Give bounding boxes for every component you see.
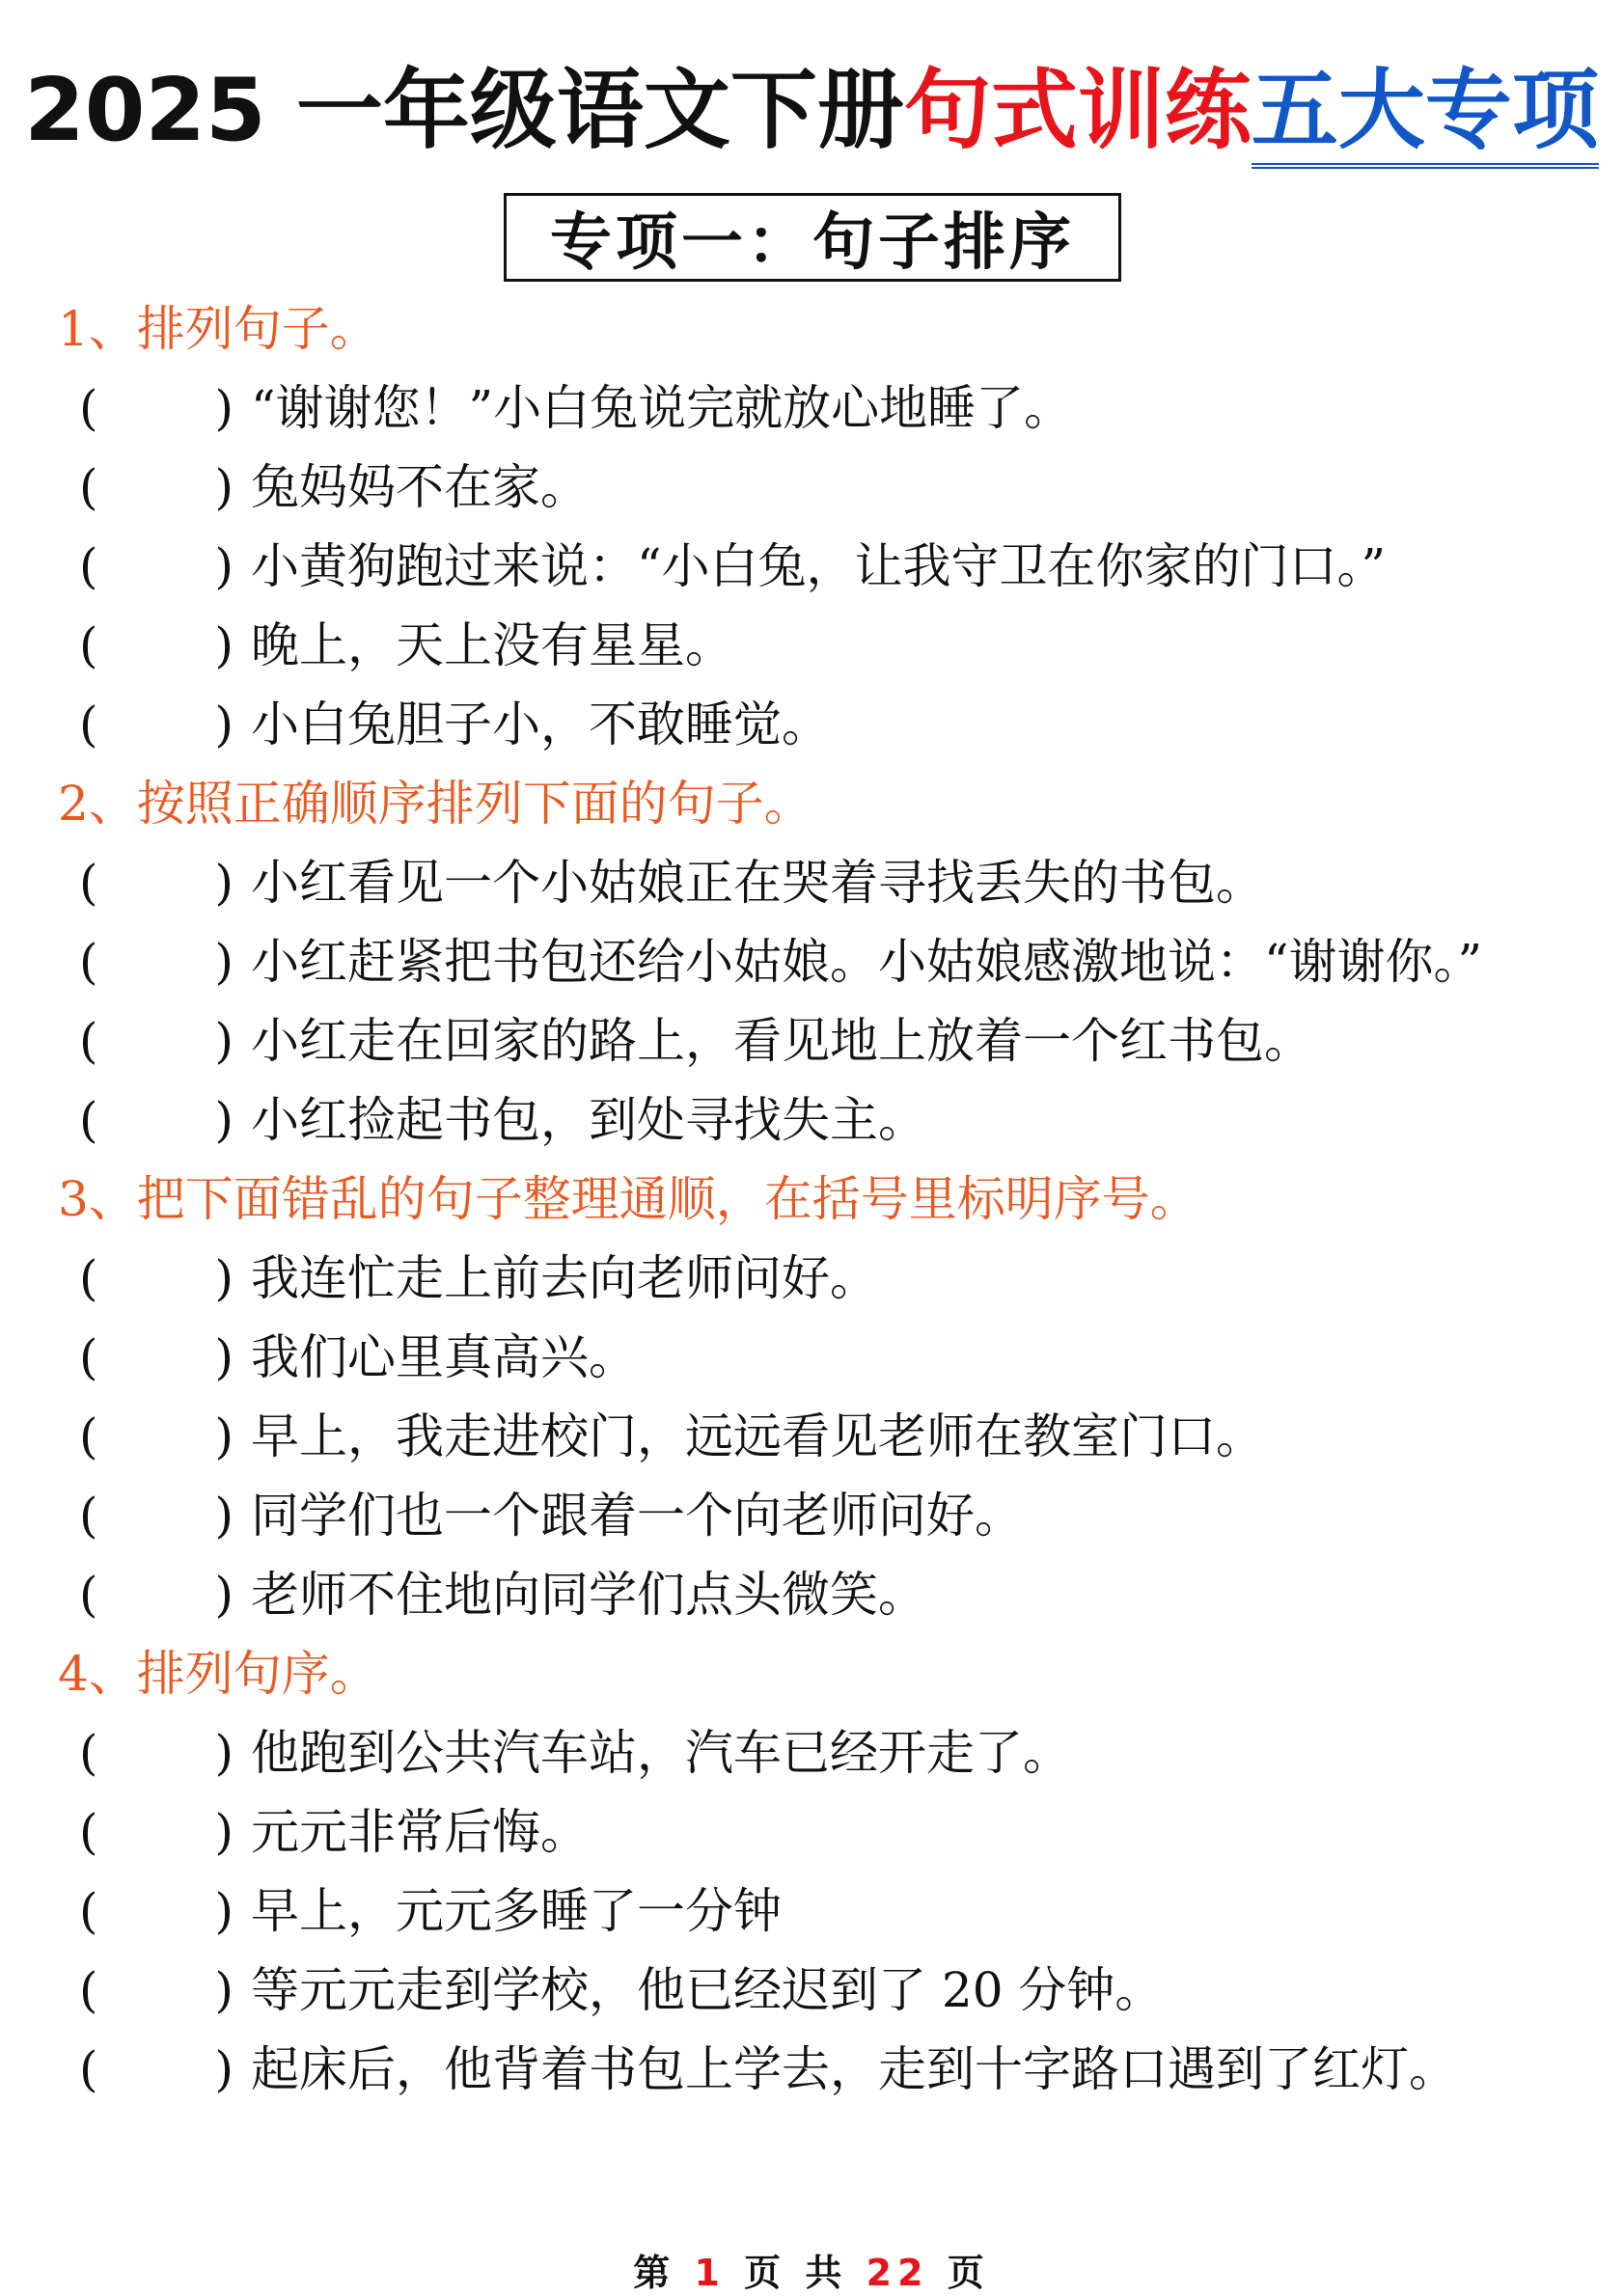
answer-bracket[interactable]: ( ) xyxy=(79,1329,234,1385)
sentence-text: 起床后，他背着书包上学去，走到十字路口遇到了红灯。 xyxy=(251,2041,1457,2097)
list-item xyxy=(58,1080,1582,1160)
answer-bracket[interactable]: ( ) xyxy=(79,2041,234,2097)
answer-bracket[interactable]: ( ) xyxy=(79,1883,234,1939)
sentence-text: 晚上，天上没有星星。 xyxy=(251,617,733,673)
list-item xyxy=(58,606,1582,685)
answer-bracket[interactable]: ( ) xyxy=(79,1092,234,1148)
answer-bracket[interactable]: ( ) xyxy=(79,1962,234,2018)
question-heading-4: 4、排列句序。 xyxy=(58,1646,378,1702)
sentence-text: 老师不住地向同学们点头微笑。 xyxy=(251,1567,926,1623)
sentence-text: 元元非常后悔。 xyxy=(251,1804,589,1860)
footer-middle: 页 共 xyxy=(744,2252,848,2294)
list-item xyxy=(58,843,1582,922)
sentence-text: 小白兔胆子小，不敢睡觉。 xyxy=(251,697,830,752)
list-item xyxy=(58,1397,1582,1476)
list-item xyxy=(58,1001,1582,1080)
sentence-text: 小红走在回家的路上，看见地上放着一个红书包。 xyxy=(251,1013,1312,1069)
sentence-text: 他跑到公共汽车站，汽车已经开走了。 xyxy=(251,1725,1071,1781)
sentence-text: 我连忙走上前去向老师问好。 xyxy=(251,1250,878,1306)
sentence-text: 小红捡起书包，到处寻找失主。 xyxy=(251,1092,926,1148)
page-footer xyxy=(0,2243,1623,2296)
list-item xyxy=(58,369,1582,448)
list-item xyxy=(58,448,1582,527)
list-item xyxy=(58,527,1582,606)
list-item xyxy=(58,1713,1582,1792)
title-part-2: 句式训练 xyxy=(903,60,1252,161)
question-heading-3: 3、把下面错乱的句子整理通顺，在括号里标明序号。 xyxy=(58,1171,1198,1227)
question-heading-2: 2、按照正确顺序排列下面的句子。 xyxy=(58,776,812,832)
sentence-text: 我们心里真高兴。 xyxy=(251,1329,637,1385)
sentence-text: 同学们也一个跟着一个向老师问好。 xyxy=(251,1488,1023,1544)
sentence-text: 早上，我走进校门，远远看见老师在教室门口。 xyxy=(251,1408,1264,1464)
current-page-number: 1 xyxy=(694,2252,726,2294)
list-item xyxy=(58,1872,1582,1951)
list-item xyxy=(58,1476,1582,1555)
answer-bracket[interactable]: ( ) xyxy=(79,1725,234,1781)
answer-bracket[interactable]: ( ) xyxy=(79,697,234,752)
answer-bracket[interactable]: ( ) xyxy=(79,934,234,990)
list-item xyxy=(58,1951,1582,2030)
list-item xyxy=(58,1239,1582,1318)
list-item xyxy=(58,1555,1582,1634)
total-page-count: 22 xyxy=(866,2252,929,2294)
answer-bracket[interactable]: ( ) xyxy=(79,1804,234,1860)
sentence-text: 早上，元元多睡了一分钟 xyxy=(251,1883,782,1939)
answer-bracket[interactable]: ( ) xyxy=(79,1013,234,1069)
sentence-text: “谢谢您！”小白兔说完就放心地睡了。 xyxy=(251,380,1073,436)
answer-bracket[interactable]: ( ) xyxy=(79,1488,234,1544)
answer-bracket[interactable]: ( ) xyxy=(79,1408,234,1464)
list-item xyxy=(58,685,1582,764)
list-item xyxy=(58,1318,1582,1397)
title-part-1: 2025 一年级语文下册 xyxy=(24,60,904,161)
sentence-text: 等元元走到学校，他已经迟到了 20 分钟。 xyxy=(251,1962,1164,2018)
answer-bracket[interactable]: ( ) xyxy=(79,1250,234,1306)
answer-bracket[interactable]: ( ) xyxy=(79,459,234,515)
list-item xyxy=(58,922,1582,1001)
title-part-3: 五大专项 xyxy=(1252,60,1599,169)
sentence-text: 小黄狗跑过来说：“小白兔，让我守卫在你家的门口。” xyxy=(251,538,1387,594)
page-title xyxy=(0,58,1623,164)
sentence-text: 小红看见一个小姑娘正在哭着寻找丢失的书包。 xyxy=(251,855,1264,911)
list-item xyxy=(58,1792,1582,1872)
footer-suffix: 页 xyxy=(947,2252,990,2294)
section-subtitle: 专项一：句子排序 xyxy=(504,193,1121,282)
question-heading-1: 1、排列句子。 xyxy=(58,301,378,357)
sentence-text: 小红赶紧把书包还给小姑娘。小姑娘感激地说：“谢谢你。” xyxy=(251,934,1483,990)
answer-bracket[interactable]: ( ) xyxy=(79,538,234,594)
list-item xyxy=(58,2030,1582,2109)
answer-bracket[interactable]: ( ) xyxy=(79,380,234,436)
answer-bracket[interactable]: ( ) xyxy=(79,855,234,911)
answer-bracket[interactable]: ( ) xyxy=(79,1567,234,1623)
sentence-text: 兔妈妈不在家。 xyxy=(251,459,589,515)
footer-prefix: 第 xyxy=(633,2252,676,2294)
answer-bracket[interactable]: ( ) xyxy=(79,617,234,673)
exercise-content xyxy=(58,289,1582,2109)
